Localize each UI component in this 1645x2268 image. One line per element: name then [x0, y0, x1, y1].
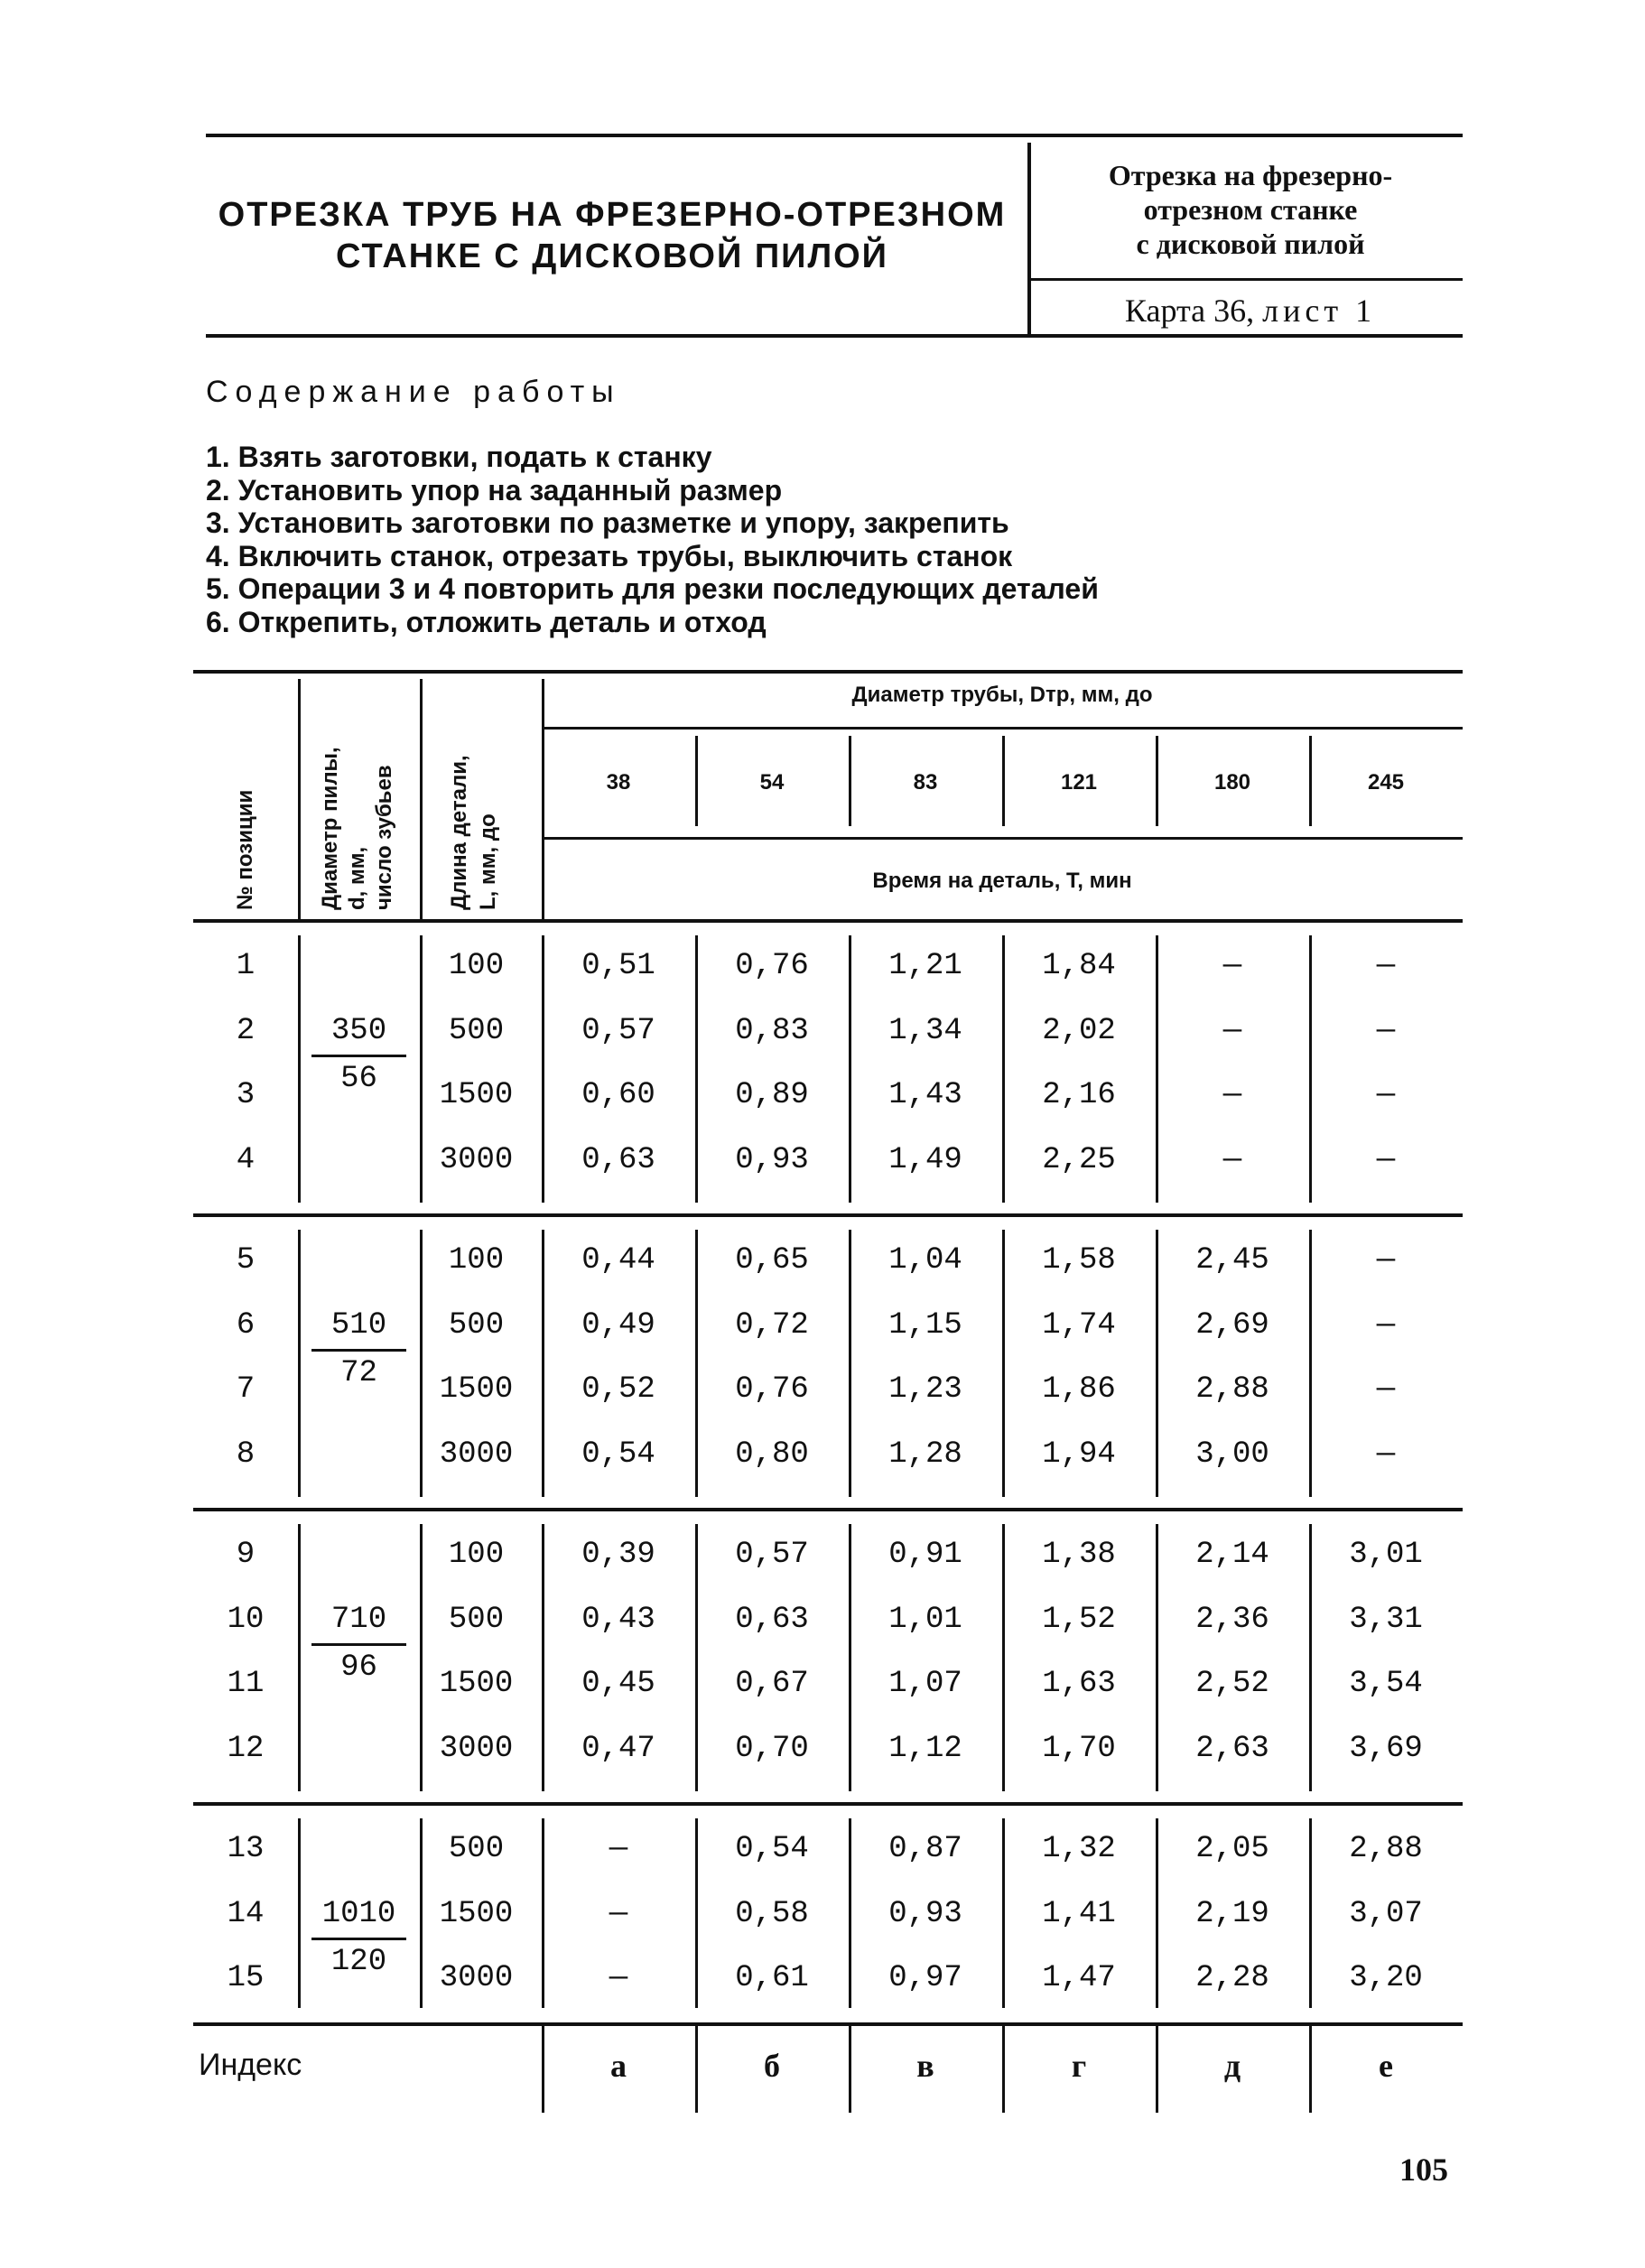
- group-vline: [298, 1524, 301, 1791]
- group-separator-rule: [193, 1802, 1463, 1806]
- group-vline: [298, 1230, 301, 1497]
- time-value: 3,54: [1349, 1667, 1423, 1701]
- length-value: 100: [448, 1538, 505, 1572]
- work-step: 2. Установить упор на заданный размер: [206, 473, 783, 507]
- time-value: 3,69: [1349, 1731, 1423, 1766]
- time-value: —: [1376, 1307, 1396, 1343]
- time-value: —: [1376, 1078, 1396, 1112]
- work-step: 4. Включить станок, отрезать трубы, выключить станок: [206, 539, 1013, 572]
- time-value: 0,51: [581, 949, 655, 983]
- length-value: 1500: [439, 1896, 514, 1931]
- diameter-values-rule: [542, 837, 1463, 840]
- position-number: 9: [236, 1538, 256, 1572]
- operation-line-2: отрезном станке: [1143, 193, 1358, 226]
- time-value: 1,74: [1042, 1307, 1116, 1343]
- time-value: 0,57: [735, 1538, 809, 1572]
- time-value: 0,58: [735, 1896, 809, 1931]
- time-value: 3,00: [1195, 1436, 1269, 1472]
- saw-spec: [311, 1896, 406, 1980]
- saw-teeth: 72: [340, 1355, 377, 1390]
- time-value: 1,52: [1042, 1602, 1116, 1637]
- time-value: 0,72: [735, 1307, 809, 1343]
- time-value: —: [1376, 949, 1396, 983]
- col-saw-header-1: Диаметр пилы,: [318, 747, 342, 910]
- header-divider: [1027, 143, 1031, 334]
- time-value: 0,67: [735, 1667, 809, 1701]
- time-value: 0,44: [581, 1243, 655, 1278]
- time-value: 1,01: [888, 1602, 962, 1637]
- col-length-header-2: L, мм, до: [476, 813, 500, 910]
- card-number: [1038, 291, 1463, 330]
- time-value: 2,69: [1195, 1307, 1269, 1343]
- index-letter: б: [764, 2048, 780, 2084]
- position-number: 7: [236, 1372, 256, 1407]
- diameter-value: 54: [759, 770, 785, 795]
- index-letter: г: [1071, 2048, 1087, 2084]
- time-value: 0,60: [581, 1078, 655, 1112]
- time-value: 0,43: [581, 1602, 655, 1637]
- header-bottom-rule: [206, 334, 1463, 338]
- group-vline: [298, 1818, 301, 2008]
- time-value: 1,04: [888, 1243, 962, 1278]
- time-value: —: [1376, 1372, 1396, 1407]
- time-value: 1,12: [888, 1731, 962, 1766]
- time-value: 1,38: [1042, 1538, 1116, 1572]
- length-value: 500: [448, 1602, 505, 1637]
- group-vline: [298, 935, 301, 1203]
- saw-spec: [311, 1602, 406, 1686]
- time-value: 0,89: [735, 1078, 809, 1112]
- position-number: 14: [227, 1896, 265, 1931]
- document-title: [206, 194, 1018, 277]
- length-value: 1500: [439, 1372, 514, 1407]
- saw-spec: [311, 1307, 406, 1391]
- time-value: 3,31: [1349, 1602, 1423, 1637]
- index-label: Индекс: [199, 2048, 302, 2082]
- diameter-header: Диаметр трубы, Dтр, мм, до: [851, 683, 1153, 707]
- work-steps-list: [206, 441, 1099, 638]
- time-value: —: [1376, 1243, 1396, 1278]
- time-value: 0,52: [581, 1372, 655, 1407]
- time-value: 1,07: [888, 1667, 962, 1701]
- time-value: 2,28: [1195, 1961, 1269, 1995]
- length-value: 3000: [439, 1961, 514, 1995]
- time-value: —: [1376, 1013, 1396, 1048]
- time-value: —: [1222, 949, 1242, 983]
- position-number: 4: [236, 1142, 256, 1177]
- header-right-divider: [1031, 278, 1463, 281]
- time-value: 2,63: [1195, 1731, 1269, 1766]
- table-top-rule: [193, 670, 1463, 674]
- group-separator-rule: [193, 1508, 1463, 1511]
- position-number: 1: [236, 949, 256, 983]
- time-value: 1,43: [888, 1078, 962, 1112]
- time-value: 0,70: [735, 1731, 809, 1766]
- time-value: 2,02: [1042, 1013, 1116, 1048]
- length-value: 3000: [439, 1142, 514, 1177]
- time-value: —: [1376, 1142, 1396, 1177]
- time-value: 1,28: [888, 1436, 962, 1472]
- index-letter: е: [1379, 2048, 1393, 2084]
- saw-teeth: 96: [340, 1650, 377, 1685]
- table-bottom-rule: [193, 2022, 1463, 2026]
- length-value: 100: [448, 1243, 505, 1278]
- time-value: —: [1222, 1013, 1242, 1048]
- time-value: 0,76: [735, 1372, 809, 1407]
- time-value: 0,47: [581, 1731, 655, 1766]
- time-value: 0,91: [888, 1538, 962, 1572]
- operation-line-1: Отрезка на фрезерно-: [1108, 159, 1393, 191]
- header-bottom-rule: [193, 919, 1463, 923]
- diameter-value: 38: [606, 770, 631, 795]
- saw-diameter: 710: [311, 1602, 406, 1646]
- time-value: —: [1222, 1078, 1242, 1112]
- time-value: 2,88: [1195, 1372, 1269, 1407]
- time-value: 2,25: [1042, 1142, 1116, 1177]
- index-letter: в: [916, 2048, 934, 2084]
- time-value: 0,76: [735, 949, 809, 983]
- saw-teeth: 56: [340, 1061, 377, 1096]
- col-saw-header-2: d, мм,: [345, 846, 369, 910]
- time-value: 1,41: [1042, 1896, 1116, 1931]
- time-value: 0,63: [581, 1142, 655, 1177]
- time-value: 2,16: [1042, 1078, 1116, 1112]
- time-value: 1,58: [1042, 1243, 1116, 1278]
- position-number: 11: [227, 1667, 265, 1701]
- time-value: 0,80: [735, 1436, 809, 1472]
- header-top-rule: [206, 134, 1463, 137]
- work-step: 6. Открепить, отложить деталь и отход: [206, 605, 767, 638]
- length-value: 500: [448, 1307, 505, 1343]
- time-value: 1,47: [1042, 1961, 1116, 1995]
- length-value: 1500: [439, 1078, 514, 1112]
- time-value: 1,32: [1042, 1832, 1116, 1866]
- time-value: 0,39: [581, 1538, 655, 1572]
- length-value: 500: [448, 1832, 505, 1866]
- saw-diameter: 350: [311, 1013, 406, 1057]
- length-value: 500: [448, 1013, 505, 1048]
- length-value: 3000: [439, 1436, 514, 1472]
- time-value: 0,97: [888, 1961, 962, 1995]
- group-separator-rule: [193, 1213, 1463, 1217]
- col-saw-header-3: число зубьев: [372, 765, 396, 910]
- saw-diameter: 510: [311, 1307, 406, 1352]
- time-value: 2,45: [1195, 1243, 1269, 1278]
- content-title: Содержание работы: [206, 375, 621, 409]
- time-value: 1,84: [1042, 949, 1116, 983]
- time-value: 3,20: [1349, 1961, 1423, 1995]
- title-line-2: СТАНКЕ С ДИСКОВОЙ ПИЛОЙ: [336, 237, 888, 275]
- operation-name: [1038, 158, 1463, 261]
- length-value: 3000: [439, 1731, 514, 1766]
- position-number: 2: [236, 1013, 256, 1048]
- position-number: 10: [227, 1602, 265, 1637]
- title-line-1: ОТРЕЗКА ТРУБ НА ФРЕЗЕРНО-ОТРЕЗНОМ: [218, 196, 1007, 234]
- index-letter: а: [610, 2048, 627, 2084]
- time-value: 3,01: [1349, 1538, 1423, 1572]
- position-number: 6: [236, 1307, 256, 1343]
- card-sheet: лист 1: [1262, 293, 1377, 329]
- time-value: 0,93: [888, 1896, 962, 1931]
- diameter-value: 180: [1213, 770, 1251, 795]
- time-value: 1,63: [1042, 1667, 1116, 1701]
- time-value: 1,86: [1042, 1372, 1116, 1407]
- position-number: 13: [227, 1832, 265, 1866]
- time-value: 3,07: [1349, 1896, 1423, 1931]
- time-value: 0,65: [735, 1243, 809, 1278]
- time-value: 1,21: [888, 949, 962, 983]
- header-vline: [420, 679, 423, 919]
- page-number: 105: [1399, 2152, 1448, 2188]
- time-value: 0,57: [581, 1013, 655, 1048]
- time-value: 1,49: [888, 1142, 962, 1177]
- header-vline: [298, 679, 301, 919]
- time-value: —: [609, 1896, 628, 1931]
- time-value: 0,83: [735, 1013, 809, 1048]
- time-value: 0,54: [735, 1832, 809, 1866]
- position-number: 3: [236, 1078, 256, 1112]
- time-value: —: [1376, 1436, 1396, 1472]
- position-number: 8: [236, 1436, 256, 1472]
- col-position-header: № позиции: [233, 789, 257, 910]
- time-value: 0,93: [735, 1142, 809, 1177]
- saw-teeth: 120: [330, 1944, 387, 1979]
- time-value: 2,36: [1195, 1602, 1269, 1637]
- time-value: 0,63: [735, 1602, 809, 1637]
- time-value: 2,19: [1195, 1896, 1269, 1931]
- saw-diameter: 1010: [311, 1896, 406, 1940]
- diameter-value: 245: [1367, 770, 1405, 795]
- time-value: —: [1222, 1142, 1242, 1177]
- diameter-value: 83: [913, 770, 938, 795]
- col-length-header-1: Длина детали,: [447, 755, 471, 910]
- time-value: 1,70: [1042, 1731, 1116, 1766]
- time-value: 0,49: [581, 1307, 655, 1343]
- time-value: 2,05: [1195, 1832, 1269, 1866]
- time-value: 0,87: [888, 1832, 962, 1866]
- time-value: 1,34: [888, 1013, 962, 1048]
- time-value: 1,15: [888, 1307, 962, 1343]
- length-value: 1500: [439, 1667, 514, 1701]
- diameter-value: 121: [1060, 770, 1098, 795]
- time-header: Время на деталь, Т, мин: [872, 869, 1132, 893]
- time-value: —: [609, 1961, 628, 1995]
- work-step: 3. Установить заготовки по разметке и упору, закрепить: [206, 507, 1009, 539]
- time-value: 1,94: [1042, 1436, 1116, 1472]
- time-value: 1,23: [888, 1372, 962, 1407]
- time-value: 2,14: [1195, 1538, 1269, 1572]
- position-number: 5: [236, 1243, 256, 1278]
- time-value: —: [609, 1832, 628, 1866]
- card-prefix: Карта 36,: [1124, 293, 1255, 329]
- time-value: 2,52: [1195, 1667, 1269, 1701]
- time-value: 0,61: [735, 1961, 809, 1995]
- position-number: 12: [227, 1731, 265, 1766]
- saw-spec: [311, 1013, 406, 1097]
- time-value: 2,88: [1349, 1832, 1423, 1866]
- time-value: 0,54: [581, 1436, 655, 1472]
- diameter-header-rule: [542, 727, 1463, 730]
- length-value: 100: [448, 949, 505, 983]
- operation-line-3: с дисковой пилой: [1136, 228, 1365, 260]
- time-value: 0,45: [581, 1667, 655, 1701]
- position-number: 15: [227, 1961, 265, 1995]
- work-step: 1. Взять заготовки, подать к станку: [206, 441, 712, 473]
- work-step: 5. Операции 3 и 4 повторить для резки последующих деталей: [206, 572, 1099, 605]
- index-letter: д: [1223, 2048, 1241, 2084]
